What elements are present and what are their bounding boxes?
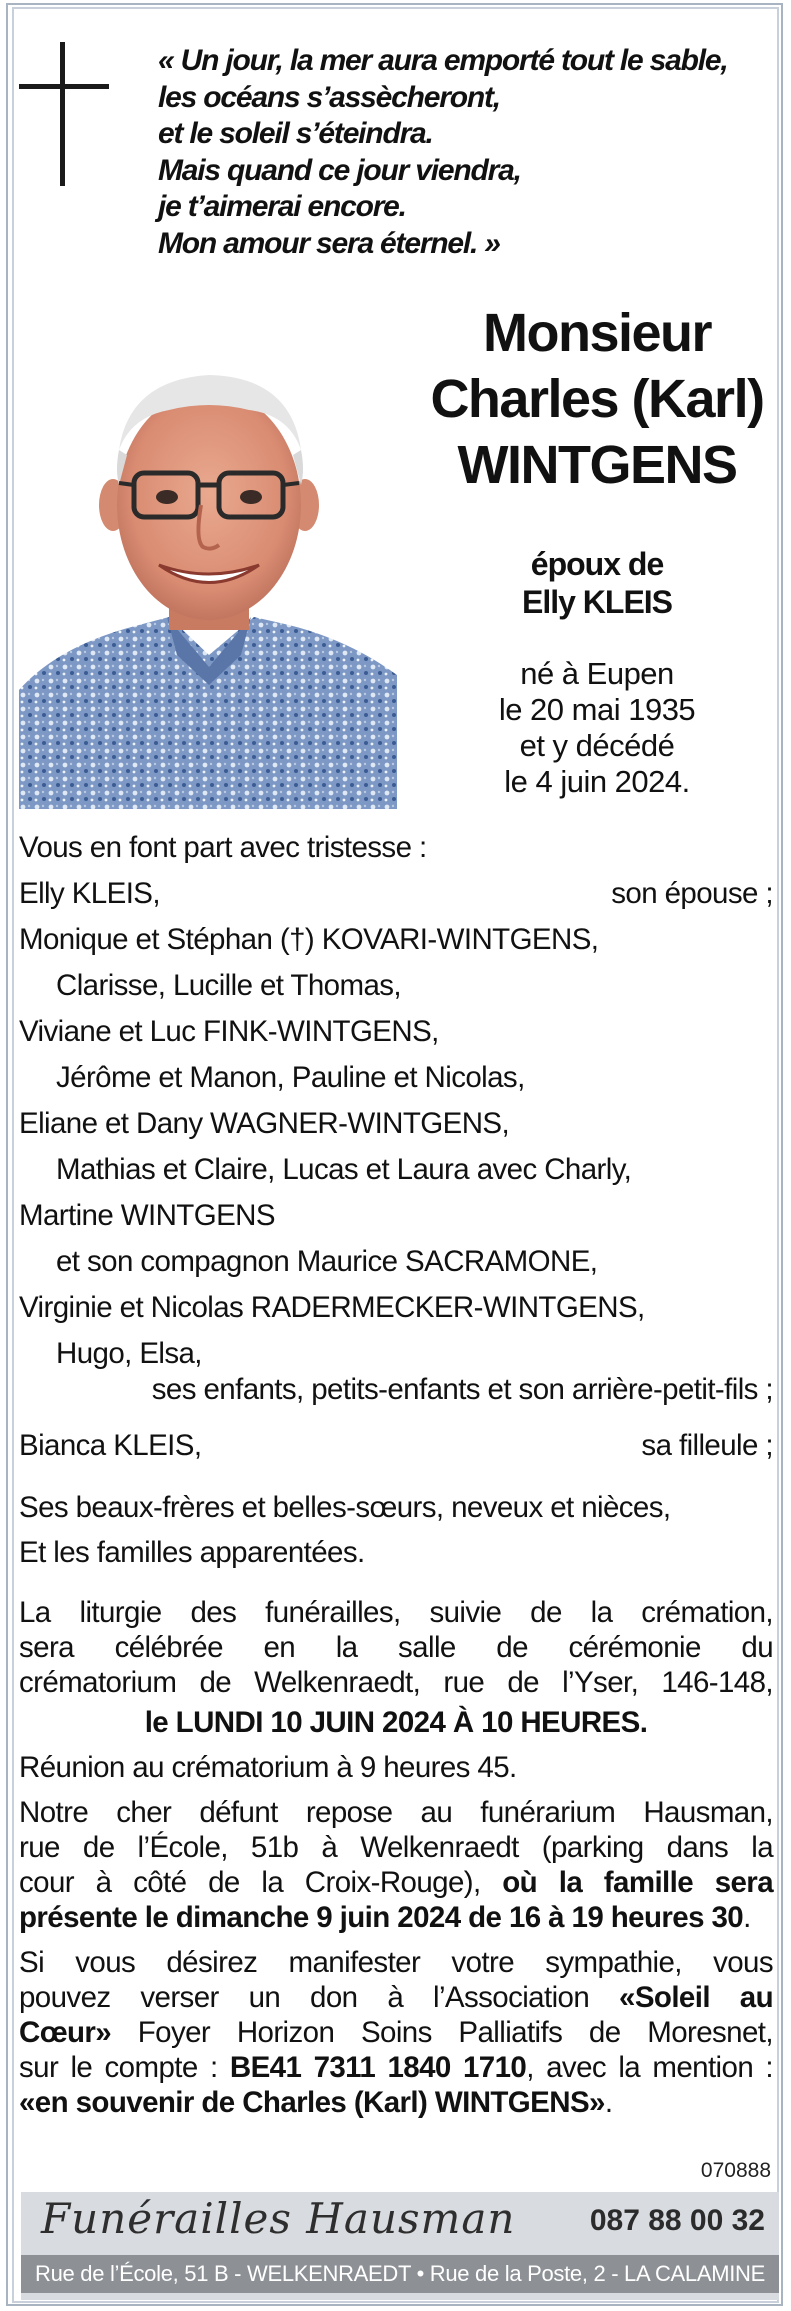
spouse-block bbox=[412, 545, 782, 621]
spouse-entry-role: son épouse ; bbox=[611, 877, 773, 910]
visitation-line: Notre cher défunt repose au funérarium Hausman, bbox=[19, 1796, 773, 1829]
children-role: ses enfants, petits-enfants et son arrière-petit-fils ; bbox=[151, 1373, 773, 1406]
spouse-entry-name: Elly KLEIS, bbox=[19, 877, 160, 910]
name-title: Monsieur bbox=[482, 303, 712, 363]
family-line: Jérôme et Manon, Pauline et Nicolas, bbox=[56, 1061, 525, 1094]
footer-top bbox=[21, 2192, 779, 2252]
goddaughter-name: Bianca KLEIS, bbox=[19, 1429, 202, 1462]
date-line: le 4 juin 2024. bbox=[504, 764, 690, 799]
visitation-text: . bbox=[743, 1901, 751, 1934]
others-line: Et les familles apparentées. bbox=[19, 1536, 365, 1569]
name-first: Charles (Karl) bbox=[430, 369, 764, 429]
donation-bold: Cœur» bbox=[19, 2016, 112, 2049]
visitation-bold: présente le dimanche 9 juin 2024 de 16 à 19 heures 30 bbox=[19, 1901, 744, 1934]
visitation-line bbox=[19, 1900, 773, 1935]
ceremony-line: crématorium de Welkenraedt, rue de l’Yser, 146-148, bbox=[19, 1666, 773, 1699]
poem bbox=[158, 43, 788, 262]
ceremony-meeting: Réunion au crématorium à 9 heures 45. bbox=[19, 1751, 517, 1784]
donation-text: . bbox=[604, 2086, 613, 2119]
date-line: né à Eupen bbox=[520, 656, 674, 691]
poem-line: et le soleil s’éteindra. bbox=[158, 117, 433, 150]
funeral-home-phone: 087 88 00 32 bbox=[589, 2204, 765, 2237]
family-line: Monique et Stéphan (†) KOVARI-WINTGENS, bbox=[19, 923, 599, 956]
visitation-line bbox=[19, 1865, 773, 1900]
poem-line: Mon amour sera éternel. » bbox=[158, 226, 500, 260]
family-line: Eliane et Dany WAGNER-WINTGENS, bbox=[19, 1107, 510, 1140]
name-surname: WINTGENS bbox=[457, 435, 737, 495]
others-line: Ses beaux-frères et belles-sœurs, neveux et nièces, bbox=[19, 1491, 671, 1524]
visitation-text: cour à côté de la Croix-Rouge), bbox=[19, 1866, 503, 1899]
spouse-entry bbox=[19, 876, 773, 912]
date-line: le 20 mai 1935 bbox=[498, 692, 696, 727]
bank-account: BE41 7311 1840 1710 bbox=[229, 2051, 527, 2084]
visitation-bold: où la famille sera bbox=[502, 1866, 773, 1899]
ceremony-date bbox=[19, 1705, 773, 1741]
spouse-name: Elly KLEIS bbox=[521, 584, 673, 620]
family-line: Clarisse, Lucille et Thomas, bbox=[56, 969, 401, 1002]
funeral-home-address: Rue de l’École, 51 B - WELKENRAEDT • Rue de la Poste, 2 - LA CALAMINE bbox=[21, 2255, 779, 2293]
donation-line bbox=[19, 2050, 773, 2085]
family-line: et son compagnon Maurice SACRAMONE, bbox=[56, 1245, 598, 1278]
family-line: Martine WINTGENS bbox=[19, 1199, 275, 1232]
donation-line bbox=[19, 1980, 773, 2015]
donation-text: pouvez verser un don à l’Association bbox=[19, 1981, 620, 2014]
funeral-home-footer bbox=[21, 2192, 779, 2300]
visitation-line: rue de l’École, 51b à Welkenraedt (parking dans la bbox=[19, 1831, 773, 1864]
spouse-label: époux de bbox=[530, 546, 664, 582]
poem-line: « Un jour, la mer aura emporté tout le sable, bbox=[158, 44, 728, 77]
intro-line: Vous en font part avec tristesse : bbox=[19, 831, 427, 864]
ceremony-line: sera célébrée en la salle de cérémonie du bbox=[19, 1631, 773, 1664]
ceremony-date-text: le LUNDI 10 JUIN 2024 À 10 HEURES. bbox=[144, 1706, 648, 1739]
donation-text: , avec la mention : bbox=[526, 2051, 774, 2084]
donation-text: Foyer Horizon Soins Palliatifs de Moresnet, bbox=[111, 2016, 773, 2049]
ceremony-line: La liturgie des funérailles, suivie de la crémation, bbox=[19, 1596, 773, 1629]
funeral-home-logo: Funérailles Hausman bbox=[41, 2194, 516, 2243]
donation-text: sur le compte : bbox=[19, 2051, 230, 2084]
poem-line: les océans s’assècheront, bbox=[158, 80, 500, 114]
poem-line: Mais quand ce jour viendra, bbox=[158, 153, 521, 187]
date-line: et y décédé bbox=[519, 728, 675, 763]
donation-bold: «en souvenir de Charles (Karl) WINTGENS» bbox=[19, 2086, 605, 2119]
deceased-name bbox=[412, 300, 782, 498]
portrait-photo bbox=[19, 355, 397, 809]
donation-line bbox=[19, 2085, 773, 2120]
family-line: Virginie et Nicolas RADERMECKER-WINTGENS, bbox=[19, 1291, 645, 1324]
goddaughter-entry bbox=[19, 1428, 773, 1464]
reference-code: 070888 bbox=[700, 2159, 771, 2182]
donation-bold: «Soleil au bbox=[619, 1981, 773, 2014]
family-line: Viviane et Luc FINK-WINTGENS, bbox=[19, 1015, 439, 1048]
donation-line: Si vous désirez manifester votre sympathie, vous bbox=[19, 1946, 773, 1979]
family-line: Hugo, Elsa, bbox=[56, 1337, 202, 1370]
family-line: Mathias et Claire, Lucas et Laura avec Charly, bbox=[56, 1153, 632, 1186]
poem-line: je t’aimerai encore. bbox=[158, 190, 406, 223]
donation-line bbox=[19, 2015, 773, 2050]
dates-block bbox=[412, 656, 782, 800]
goddaughter-role: sa filleule ; bbox=[641, 1429, 773, 1462]
